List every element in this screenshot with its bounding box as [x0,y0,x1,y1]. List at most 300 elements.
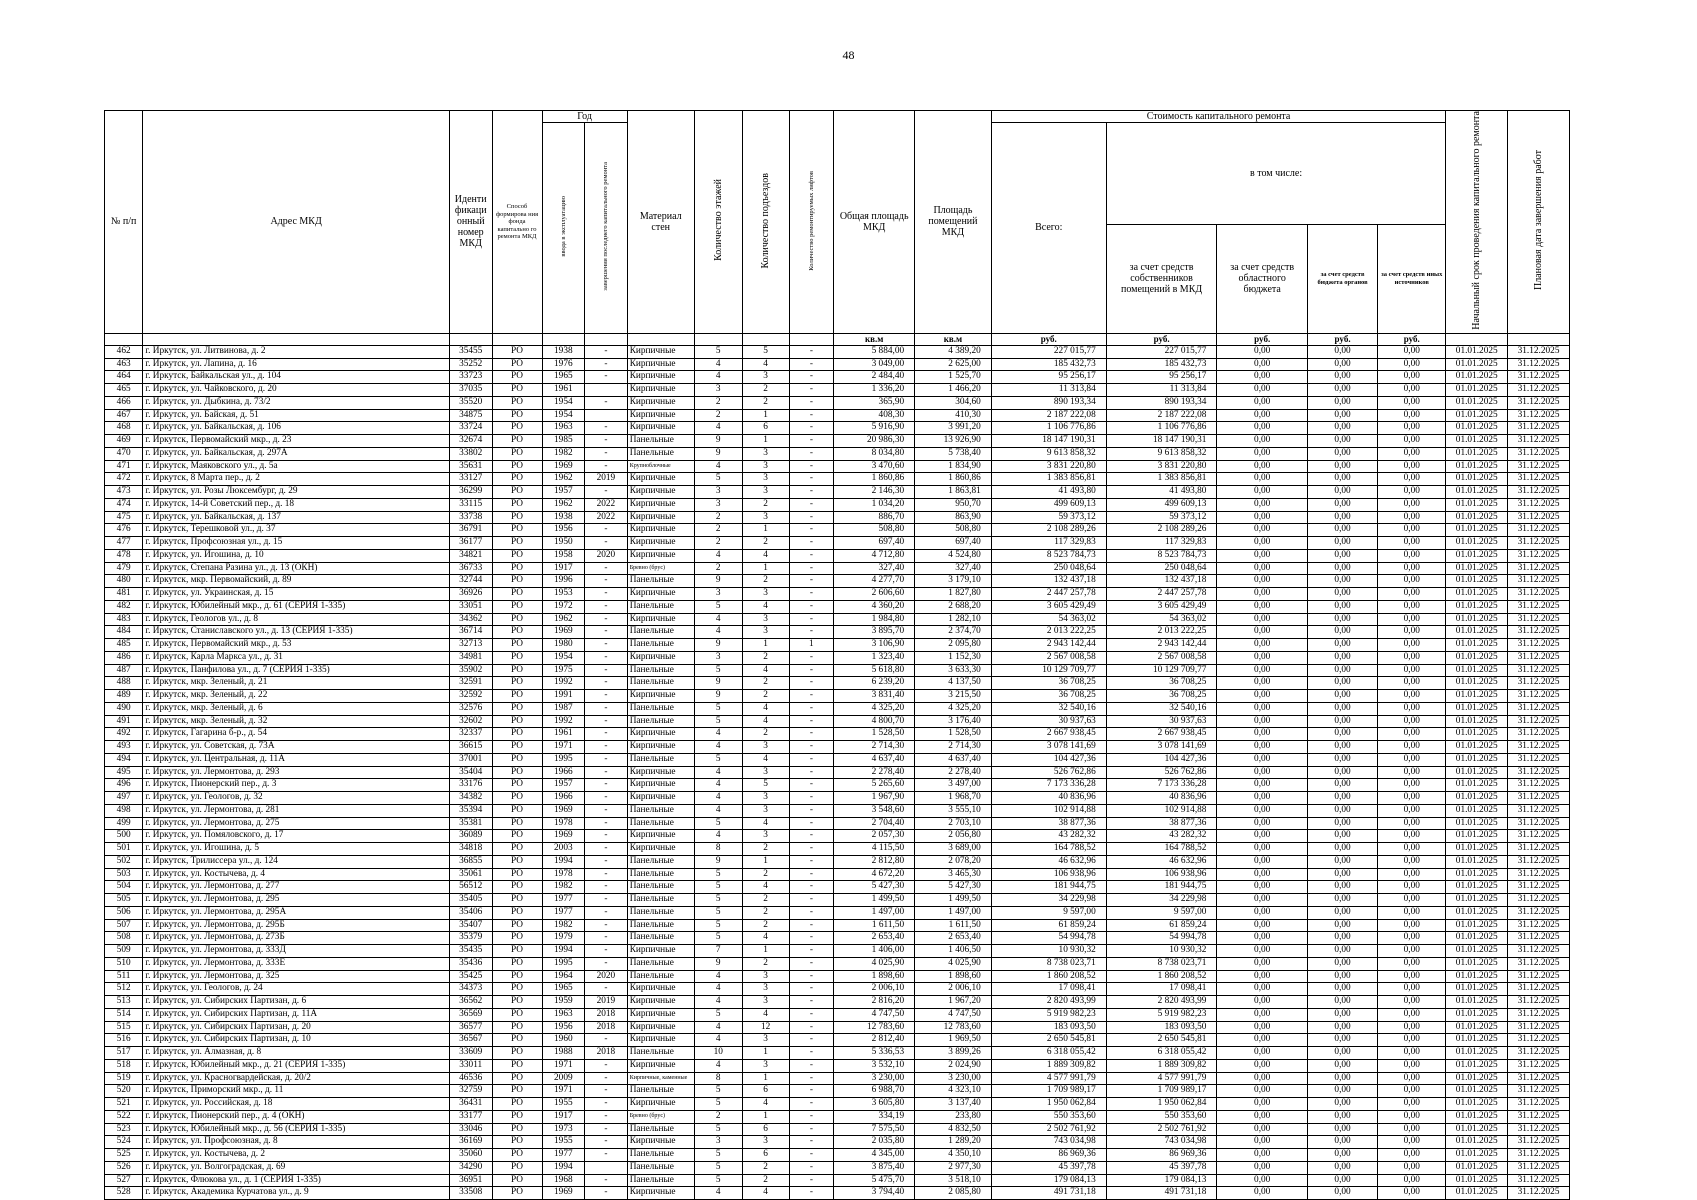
cost-total-cell: 2 943 142,44 [991,639,1106,652]
table-row [105,358,1570,371]
cost-local-cell: 0,00 [1307,1136,1377,1149]
year-commission-cell: 1957 [542,779,585,792]
address-cell: г. Иркутск, ул. Игошина, д. 5 [143,843,450,856]
cost-other-cell: 0,00 [1378,600,1446,613]
premises-area-cell: 410,30 [915,409,992,422]
total-area-cell: 1 860,86 [834,473,915,486]
total-area-cell: 2 006,10 [834,983,915,996]
entrances-cell: 3 [742,996,789,1009]
header-id: Иденти фикаци онный номер МКД [449,111,492,334]
lifts-cell: - [789,957,834,970]
cost-regional-cell: 0,00 [1217,970,1307,983]
entrances-cell: 2 [742,894,789,907]
address-cell: г. Иркутск, ул. Костычева, д. 2 [143,1149,450,1162]
year-commission-cell: 1995 [542,957,585,970]
entrances-cell: 4 [742,817,789,830]
start-date-cell: 01.01.2025 [1446,498,1508,511]
year-last-repair-cell: 2022 [585,511,628,524]
start-date-cell: 01.01.2025 [1446,906,1508,919]
id-number-cell: 34373 [449,983,492,996]
fund-method-cell: РО [492,1008,542,1021]
cost-owners-cell: 227 015,77 [1106,345,1217,358]
fund-method-cell: РО [492,1034,542,1047]
address-cell: г. Иркутск, ул. Чайковского, д. 20 [143,384,450,397]
row-num-cell: 492 [105,728,143,741]
cost-owners-cell: 54 363,02 [1106,613,1217,626]
cost-total-cell: 2 187 222,08 [991,409,1106,422]
cost-total-cell: 3 831 220,80 [991,460,1106,473]
start-date-cell: 01.01.2025 [1446,817,1508,830]
cost-local-cell: 0,00 [1307,651,1377,664]
row-num-cell: 491 [105,715,143,728]
cost-regional-cell: 0,00 [1217,906,1307,919]
address-cell: г. Иркутск, ул. Литвинова, д. 2 [143,345,450,358]
end-date-cell: 31.12.2025 [1508,702,1570,715]
cost-other-cell: 0,00 [1378,498,1446,511]
fund-method-cell: РО [492,996,542,1009]
fund-method-cell: РО [492,639,542,652]
row-num-cell: 519 [105,1072,143,1085]
cost-other-cell: 0,00 [1378,1174,1446,1187]
cost-total-cell: 1 889 309,82 [991,1059,1106,1072]
cost-owners-cell: 45 397,78 [1106,1161,1217,1174]
start-date-cell: 01.01.2025 [1446,600,1508,613]
wall-material-cell: Кирпичные [627,1021,694,1034]
entrances-cell: 4 [742,1098,789,1111]
lifts-cell: - [789,983,834,996]
cost-owners-cell: 185 432,73 [1106,358,1217,371]
table-row [105,447,1570,460]
id-number-cell: 37001 [449,753,492,766]
total-area-cell: 5 265,60 [834,779,915,792]
year-commission-cell: 1963 [542,1008,585,1021]
cost-regional-cell: 0,00 [1217,588,1307,601]
end-date-cell: 31.12.2025 [1508,741,1570,754]
year-last-repair-cell: - [585,447,628,460]
address-cell: г. Иркутск, Юбилейный мкр., д. 21 (СЕРИЯ 1-335) [143,1059,450,1072]
year-last-repair-cell: - [585,422,628,435]
floors-cell: 4 [694,422,742,435]
total-area-cell: 4 360,20 [834,600,915,613]
cost-owners-cell: 117 329,83 [1106,537,1217,550]
fund-method-cell: РО [492,970,542,983]
floors-cell: 9 [694,639,742,652]
fund-method-cell: РО [492,511,542,524]
cost-regional-cell: 0,00 [1217,1161,1307,1174]
end-date-cell: 31.12.2025 [1508,447,1570,460]
cost-other-cell: 0,00 [1378,473,1446,486]
cost-other-cell: 0,00 [1378,1149,1446,1162]
end-date-cell: 31.12.2025 [1508,537,1570,550]
cost-owners-cell: 2 502 761,92 [1106,1123,1217,1136]
entrances-cell: 1 [742,639,789,652]
row-num-cell: 477 [105,537,143,550]
floors-cell: 2 [694,396,742,409]
cost-regional-cell: 0,00 [1217,575,1307,588]
row-num-cell: 479 [105,562,143,575]
premises-area-cell: 304,60 [915,396,992,409]
cost-owners-cell: 2 650 545,81 [1106,1034,1217,1047]
fund-method-cell: РО [492,1098,542,1111]
end-date-cell: 31.12.2025 [1508,626,1570,639]
cost-other-cell: 0,00 [1378,906,1446,919]
row-num-cell: 505 [105,894,143,907]
year-commission-cell: 1966 [542,792,585,805]
cost-total-cell: 9 613 858,32 [991,447,1106,460]
cost-other-cell: 0,00 [1378,575,1446,588]
cost-other-cell: 0,00 [1378,524,1446,537]
year-last-repair-cell: - [585,983,628,996]
address-cell: г. Иркутск, Панфилова ул., д. 7 (СЕРИЯ 1-335) [143,664,450,677]
premises-area-cell: 3 230,00 [915,1072,992,1085]
cost-owners-cell: 179 084,13 [1106,1174,1217,1187]
cost-owners-cell: 2 667 938,45 [1106,728,1217,741]
cost-local-cell: 0,00 [1307,1187,1377,1200]
table-row [105,498,1570,511]
floors-cell: 5 [694,473,742,486]
start-date-cell: 01.01.2025 [1446,511,1508,524]
address-cell: г. Иркутск, ул. Алмазная, д. 8 [143,1047,450,1060]
id-number-cell: 35425 [449,970,492,983]
total-area-cell: 3 895,70 [834,626,915,639]
end-date-cell: 31.12.2025 [1508,358,1570,371]
start-date-cell: 01.01.2025 [1446,396,1508,409]
address-cell: г. Иркутск, ул. Лермонтова, д. 325 [143,970,450,983]
cost-other-cell: 0,00 [1378,460,1446,473]
fund-method-cell: РО [492,358,542,371]
cost-owners-cell: 890 193,34 [1106,396,1217,409]
table-row [105,702,1570,715]
wall-material-cell: Панельные [627,957,694,970]
entrances-cell: 1 [742,435,789,448]
header-year-commission: ввода в эксплуатацию [542,123,585,334]
wall-material-cell: Панельные [627,1174,694,1187]
address-cell: г. Иркутск, мкр. Зеленый, д. 21 [143,677,450,690]
end-date-cell: 31.12.2025 [1508,639,1570,652]
row-num-cell: 484 [105,626,143,639]
entrances-cell: 1 [742,945,789,958]
premises-area-cell: 2 977,30 [915,1161,992,1174]
cost-owners-cell: 743 034,98 [1106,1136,1217,1149]
year-commission-cell: 1980 [542,639,585,652]
lifts-cell: - [789,843,834,856]
entrances-cell: 1 [742,1047,789,1060]
id-number-cell: 36577 [449,1021,492,1034]
cost-other-cell: 0,00 [1378,422,1446,435]
cost-total-cell: 61 859,24 [991,919,1106,932]
end-date-cell: 31.12.2025 [1508,1174,1570,1187]
cost-total-cell: 41 493,80 [991,486,1106,499]
floors-cell: 9 [694,447,742,460]
header-including: в том числе: [1106,123,1446,225]
year-last-repair-cell: - [585,1059,628,1072]
cost-local-cell: 0,00 [1307,983,1377,996]
fund-method-cell: РО [492,983,542,996]
cost-regional-cell: 0,00 [1217,792,1307,805]
cost-local-cell: 0,00 [1307,1098,1377,1111]
floors-cell: 10 [694,1047,742,1060]
start-date-cell: 01.01.2025 [1446,715,1508,728]
cost-regional-cell: 0,00 [1217,728,1307,741]
floors-cell: 5 [694,1161,742,1174]
end-date-cell: 31.12.2025 [1508,906,1570,919]
wall-material-cell: Кирпичные [627,830,694,843]
year-commission-cell: 1988 [542,1047,585,1060]
id-number-cell: 56512 [449,881,492,894]
lifts-cell: - [789,588,834,601]
cost-owners-cell: 10 129 709,77 [1106,664,1217,677]
floors-cell: 4 [694,970,742,983]
wall-material-cell: Панельные [627,575,694,588]
cost-owners-cell: 36 708,25 [1106,690,1217,703]
total-area-cell: 12 783,60 [834,1021,915,1034]
cost-regional-cell: 0,00 [1217,919,1307,932]
year-commission-cell: 1979 [542,932,585,945]
unit-cost-local: руб. [1307,333,1377,345]
row-num-cell: 485 [105,639,143,652]
year-last-repair-cell: 2018 [585,1047,628,1060]
lifts-cell: - [789,830,834,843]
cost-owners-cell: 17 098,41 [1106,983,1217,996]
premises-area-cell: 1 827,80 [915,588,992,601]
row-num-cell: 521 [105,1098,143,1111]
fund-method-cell: РО [492,1123,542,1136]
premises-area-cell: 1 967,20 [915,996,992,1009]
fund-method-cell: РО [492,600,542,613]
cost-regional-cell: 0,00 [1217,537,1307,550]
end-date-cell: 31.12.2025 [1508,651,1570,664]
year-commission-cell: 1961 [542,384,585,397]
start-date-cell: 01.01.2025 [1446,753,1508,766]
entrances-cell: 3 [742,460,789,473]
unit-total-area: кв.м [834,333,915,345]
row-num-cell: 524 [105,1136,143,1149]
floors-cell: 4 [694,830,742,843]
year-commission-cell: 1982 [542,447,585,460]
row-num-cell: 523 [105,1123,143,1136]
year-commission-cell: 1963 [542,422,585,435]
address-cell: г. Иркутск, Станиславского ул., д. 13 (СЕРИЯ 1-335) [143,626,450,639]
year-last-repair-cell: - [585,779,628,792]
cost-regional-cell: 0,00 [1217,741,1307,754]
wall-material-cell: Кирпичные [627,498,694,511]
wall-material-cell: Кирпичные [627,1098,694,1111]
id-number-cell: 32576 [449,702,492,715]
year-commission-cell: 1969 [542,626,585,639]
table-row [105,1161,1570,1174]
wall-material-cell: Кирпичные [627,511,694,524]
cost-regional-cell: 0,00 [1217,1136,1307,1149]
header-lifts: Количество ремонтируемых лифтов [789,111,834,334]
year-last-repair-cell: - [585,1098,628,1111]
entrances-cell: 2 [742,957,789,970]
start-date-cell: 01.01.2025 [1446,626,1508,639]
fund-method-cell: РО [492,690,542,703]
cost-other-cell: 0,00 [1378,486,1446,499]
cost-owners-cell: 8 523 784,73 [1106,549,1217,562]
year-commission-cell: 1994 [542,1161,585,1174]
floors-cell: 2 [694,511,742,524]
start-date-cell: 01.01.2025 [1446,868,1508,881]
cost-other-cell: 0,00 [1378,1059,1446,1072]
cost-other-cell: 0,00 [1378,1110,1446,1123]
row-num-cell: 474 [105,498,143,511]
year-last-repair-cell: - [585,843,628,856]
cost-regional-cell: 0,00 [1217,651,1307,664]
end-date-cell: 31.12.2025 [1508,779,1570,792]
fund-method-cell: РО [492,588,542,601]
floors-cell: 7 [694,945,742,958]
total-area-cell: 4 637,40 [834,753,915,766]
table-row [105,1085,1570,1098]
cost-total-cell: 11 313,84 [991,384,1106,397]
end-date-cell: 31.12.2025 [1508,1098,1570,1111]
lifts-cell: - [789,804,834,817]
cost-other-cell: 0,00 [1378,830,1446,843]
table-row [105,371,1570,384]
year-commission-cell: 1956 [542,524,585,537]
floors-cell: 3 [694,384,742,397]
total-area-cell: 2 278,40 [834,766,915,779]
row-num-cell: 527 [105,1174,143,1187]
start-date-cell: 01.01.2025 [1446,804,1508,817]
year-last-repair-cell: - [585,766,628,779]
wall-material-cell: Панельные [627,906,694,919]
cost-owners-cell: 8 738 023,71 [1106,957,1217,970]
wall-material-cell: Панельные [627,932,694,945]
fund-method-cell: РО [492,1110,542,1123]
start-date-cell: 01.01.2025 [1446,422,1508,435]
table-row [105,537,1570,550]
cost-other-cell: 0,00 [1378,919,1446,932]
row-num-cell: 514 [105,1008,143,1021]
header-cost-regional: за счет средств областного бюджета [1217,224,1307,333]
row-num-cell: 518 [105,1059,143,1072]
id-number-cell: 35381 [449,817,492,830]
lifts-cell: - [789,409,834,422]
cost-total-cell: 8 523 784,73 [991,549,1106,562]
cost-regional-cell: 0,00 [1217,1008,1307,1021]
address-cell: г. Иркутск, ул. Лермонтова, д. 277 [143,881,450,894]
wall-material-cell: Кирпичные [627,473,694,486]
total-area-cell: 3 875,40 [834,1161,915,1174]
year-commission-cell: 1994 [542,855,585,868]
year-commission-cell: 1965 [542,983,585,996]
id-number-cell: 33051 [449,600,492,613]
year-commission-cell: 1950 [542,537,585,550]
year-commission-cell: 1969 [542,804,585,817]
id-number-cell: 36615 [449,741,492,754]
end-date-cell: 31.12.2025 [1508,932,1570,945]
lifts-cell: - [789,690,834,703]
floors-cell: 5 [694,1085,742,1098]
table-row [105,690,1570,703]
end-date-cell: 31.12.2025 [1508,664,1570,677]
end-date-cell: 31.12.2025 [1508,957,1570,970]
lifts-cell: - [789,371,834,384]
lifts-cell: - [789,537,834,550]
cost-total-cell: 2 667 938,45 [991,728,1106,741]
start-date-cell: 01.01.2025 [1446,779,1508,792]
premises-area-cell: 697,40 [915,537,992,550]
lifts-cell: - [789,384,834,397]
total-area-cell: 3 548,60 [834,804,915,817]
total-area-cell: 2 653,40 [834,932,915,945]
fund-method-cell: РО [492,371,542,384]
cost-other-cell: 0,00 [1378,1123,1446,1136]
cost-regional-cell: 0,00 [1217,626,1307,639]
entrances-cell: 4 [742,358,789,371]
table-row [105,894,1570,907]
cost-other-cell: 0,00 [1378,549,1446,562]
id-number-cell: 33802 [449,447,492,460]
total-area-cell: 3 831,40 [834,690,915,703]
cost-owners-cell: 491 731,18 [1106,1187,1217,1200]
id-number-cell: 32337 [449,728,492,741]
table-row [105,855,1570,868]
id-number-cell: 35407 [449,919,492,932]
cost-owners-cell: 3 078 141,69 [1106,741,1217,754]
floors-cell: 4 [694,358,742,371]
cost-regional-cell: 0,00 [1217,766,1307,779]
end-date-cell: 31.12.2025 [1508,945,1570,958]
id-number-cell: 34821 [449,549,492,562]
cost-total-cell: 7 173 336,28 [991,779,1106,792]
fund-method-cell: РО [492,1174,542,1187]
table-row [105,677,1570,690]
lifts-cell: - [789,728,834,741]
end-date-cell: 31.12.2025 [1508,473,1570,486]
id-number-cell: 35435 [449,945,492,958]
premises-area-cell: 1 289,20 [915,1136,992,1149]
fund-method-cell: РО [492,677,542,690]
end-date-cell: 31.12.2025 [1508,1110,1570,1123]
year-commission-cell: 1964 [542,970,585,983]
entrances-cell: 4 [742,549,789,562]
entrances-cell: 2 [742,690,789,703]
fund-method-cell: РО [492,524,542,537]
year-commission-cell: 1969 [542,460,585,473]
entrances-cell: 4 [742,702,789,715]
id-number-cell: 46536 [449,1072,492,1085]
address-cell: г. Иркутск, Карла Маркса ул., д. 31 [143,651,450,664]
cost-other-cell: 0,00 [1378,511,1446,524]
address-cell: г. Иркутск, ул. Игошина, д. 10 [143,549,450,562]
cost-owners-cell: 34 229,98 [1106,894,1217,907]
cost-regional-cell: 0,00 [1217,1187,1307,1200]
row-num-cell: 469 [105,435,143,448]
cost-regional-cell: 0,00 [1217,894,1307,907]
id-number-cell: 34981 [449,651,492,664]
premises-area-cell: 5 738,40 [915,447,992,460]
lifts-cell: - [789,664,834,677]
cost-owners-cell: 250 048,64 [1106,562,1217,575]
address-cell: г. Иркутск, ул. Сибирских Партизан, д. 11А [143,1008,450,1021]
cost-regional-cell: 0,00 [1217,1149,1307,1162]
fund-method-cell: РО [492,422,542,435]
units-empty [105,333,143,345]
wall-material-cell: Кирпичные [627,792,694,805]
header-start-date: Начальный срок проведения капитального ремонта [1446,111,1508,334]
units-empty [742,333,789,345]
address-cell: г. Иркутск, ул. Российская, д. 18 [143,1098,450,1111]
total-area-cell: 2 484,40 [834,371,915,384]
year-commission-cell: 1917 [542,562,585,575]
wall-material-cell: Панельные [627,1149,694,1162]
cost-local-cell: 0,00 [1307,855,1377,868]
cost-owners-cell: 2 943 142,44 [1106,639,1217,652]
id-number-cell: 36567 [449,1034,492,1047]
